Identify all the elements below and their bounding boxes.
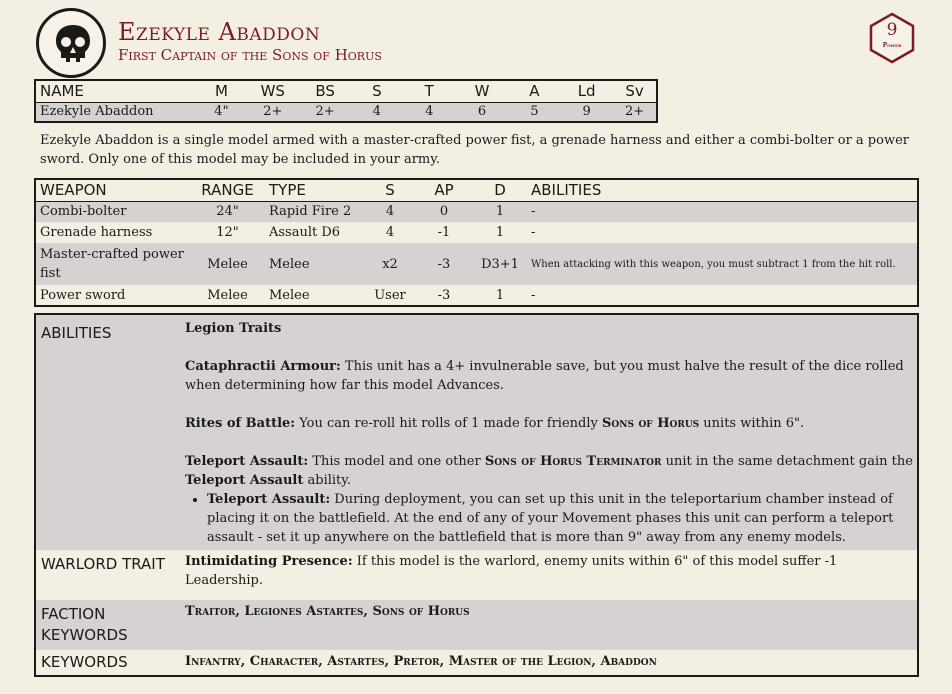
weapon-header-row [35,179,918,201]
weapon-damage: D3+1 [473,243,527,285]
weapon-type: Melee [269,287,310,303]
rules-table [34,313,919,677]
weapon-abilities: - [531,287,536,303]
weapon-strength: 4 [385,225,395,240]
weapon-type: Melee [265,243,365,285]
weapon-ap: -1 [437,225,451,240]
weapon-abilities: - [527,201,918,222]
weapon-header-weapon: WEAPON [35,179,190,201]
rites-of-battle-ability [185,414,913,433]
profile-ld: 9 [560,102,613,122]
profile-header-m: M [197,80,247,102]
legion-traits-title: Legion Traits [185,321,282,336]
profile-a: 5 [508,102,560,122]
weapon-name: Grenade harness [40,225,153,240]
weapon-type: Rapid Fire 2 [265,201,365,222]
warlord-text: If this model is the warlord, enemy units within 6" of this model suffer -1 Leadership. [185,554,838,588]
profile-bs: 2+ [299,102,351,122]
bullet-text: During deployment, you can set up this unit in the teleportarium chamber instead of placing it on the battlefield. At the end of any of your Movement phases this unit can perform a teleport assault - set it up anywhere on the battlefield that is more than 9" away from any enemy models. [207,492,894,545]
keywords-text: Infantry, Character, Astartes, Pretor, Master of the Legion, Abaddon [185,654,657,669]
profile-header-t: T [403,80,456,102]
weapon-ap: -3 [415,243,473,285]
profile-name: Ezekyle Abaddon [35,102,197,122]
faction-keywords-text: Traitor, Legiones Astartes, Sons of Horus [185,604,470,619]
weapon-range: 12" [216,225,239,240]
profile-header-name: NAME [35,80,197,102]
profile-header-sv: Sv [613,80,657,102]
warlord-title: Intimidating Presence: [185,554,353,569]
weapon-range: Melee [207,287,248,303]
keywords-row [35,650,918,676]
bullet-title: Teleport Assault: [207,492,331,507]
weapon-strength: x2 [365,243,415,285]
keywords-content [185,650,918,676]
abilities-row [35,314,918,550]
profile-row [35,102,657,122]
rites-text: You can re-roll hit rolls of 1 made for friendly [295,416,602,431]
warlord-content [185,550,918,600]
teleport-bullet [207,490,913,547]
weapon-range: Melee [190,243,265,285]
rites-keyword: Sons of Horus [601,416,700,431]
faction-keywords-content [185,600,918,650]
cataphractii-title: Cataphractii Armour: [185,359,341,374]
warlord-row [35,550,918,600]
weapon-range: 24" [190,201,265,222]
weapon-row [35,243,918,285]
profile-header-ld: Ld [560,80,613,102]
weapon-type: Assault D6 [269,225,341,240]
keywords-label: KEYWORDS [41,653,128,671]
weapon-header-abilities: ABILITIES [527,179,918,201]
profile-ws: 2+ [246,102,299,122]
teleport-assault-ability [185,452,913,490]
weapon-row [35,285,918,306]
unit-description: Ezekyle Abaddon is a single model armed with a master-crafted power fist, a grenade harness and either a combi-bolter or a power sword. Only one of this model may be included in your army. [40,133,909,167]
weapon-header-s: S [365,179,415,201]
profile-s: 4 [351,102,403,122]
warlord-label: WARLORD TRAIT [41,555,165,573]
weapon-header-ap: AP [415,179,473,201]
profile-m: 4" [197,102,247,122]
profile-header-bs: BS [299,80,351,102]
teleport-text: This model and one other [308,454,485,469]
faction-keywords-label: FACTION KEYWORDS [35,600,185,650]
profile-header-ws: WS [246,80,299,102]
cataphractii-text: This unit has a 4+ invulnerable save, but you must halve the result of the dice rolled when determining how far this model Advances. [185,359,904,393]
profile-header-row [35,80,657,102]
weapon-ap: 0 [415,201,473,222]
weapon-abilities: - [531,225,536,240]
weapon-table [34,178,919,307]
unit-subtitle: First Captain of the Sons of Horus [118,46,382,64]
weapon-damage: 1 [473,201,527,222]
teleport-text-end: ability. [303,473,352,488]
power-label: Power [882,42,902,49]
weapon-header-d: D [473,179,527,201]
teleport-title: Teleport Assault: [185,454,309,469]
power-rating-badge [868,12,916,64]
weapon-damage: 1 [495,287,505,303]
rites-text-end: units within 6". [699,416,805,431]
profile-table [34,79,658,123]
teleport-ability-name: Teleport Assault [185,473,304,488]
weapon-ap: -3 [437,287,451,303]
weapon-strength: 4 [365,201,415,222]
profile-header-s: S [351,80,403,102]
weapon-name: Master-crafted power fist [35,243,190,285]
faction-keywords-row [35,600,918,650]
skull-icon [53,23,93,65]
profile-header-w: W [456,80,509,102]
cataphractii-armour-ability [185,357,913,395]
rites-title: Rites of Battle: [185,416,296,431]
weapon-name: Combi-bolter [35,201,190,222]
abilities-label: ABILITIES [35,314,185,550]
profile-t: 4 [403,102,456,122]
unit-name: Ezekyle Abaddon [118,18,321,46]
datasheet-header [0,0,952,78]
power-value: 9 [886,20,898,40]
weapon-strength: User [374,287,406,303]
teleport-bullet-list [207,490,913,547]
weapon-name: Power sword [40,287,126,303]
profile-w: 6 [456,102,509,122]
profile-header-a: A [508,80,560,102]
weapon-row [35,201,918,222]
profile-sv: 2+ [613,102,657,122]
teleport-keyword: Sons of Horus Terminator [484,454,662,469]
teleport-text-mid: unit in the same detachment gain the [661,454,913,469]
weapon-row [35,222,918,243]
abilities-content [185,314,918,550]
faction-badge [36,8,106,78]
weapon-header-type: TYPE [265,179,365,201]
weapon-header-range: RANGE [190,179,265,201]
weapon-damage: 1 [495,225,505,240]
weapon-abilities: When attacking with this weapon, you must subtract 1 from the hit roll. [527,243,918,285]
